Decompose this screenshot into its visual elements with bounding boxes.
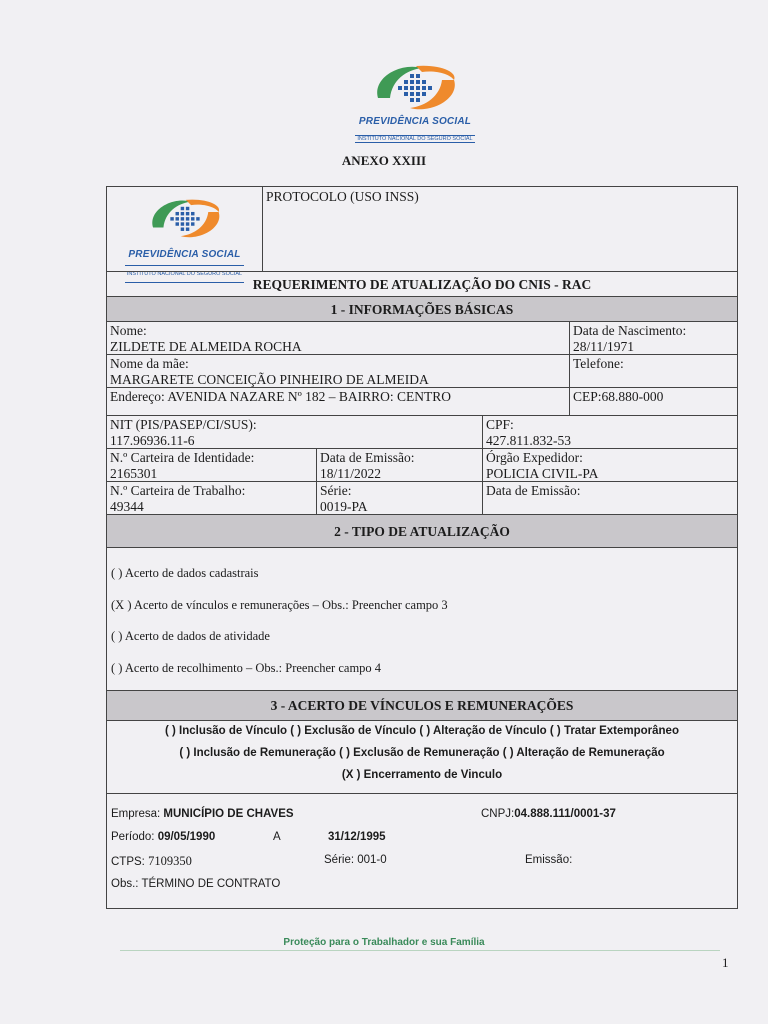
form-logo (107, 187, 262, 277)
row-mae (107, 354, 737, 387)
periodo-sep: A (273, 831, 281, 843)
remuneracao-options[interactable]: ( ) Inclusão de Remuneração ( ) Exclusão de Remuneração ( ) Alteração de Remuneração (179, 747, 665, 759)
row-nit (107, 415, 737, 448)
section3-details (107, 793, 737, 909)
previdencia-logo-icon (370, 58, 460, 116)
identidade-label: N.º Carteira de Identidade: (110, 450, 255, 465)
serie-label: Série: (320, 483, 352, 498)
top-logo (340, 58, 490, 145)
encerramento-option[interactable]: (X ) Encerramento de Vinculo (341, 769, 503, 781)
section2-title: 2 - TIPO DE ATUALIZAÇÃO (107, 514, 737, 547)
row-endereco (107, 387, 737, 415)
nome-label: Nome: (110, 323, 147, 338)
brand-name: PREVIDÊNCIA SOCIAL (128, 249, 241, 260)
trabalho-value: 49344 (110, 499, 144, 514)
previdencia-logo-icon (140, 193, 230, 243)
periodo-fim: 31/12/1995 (328, 831, 386, 843)
cep: CEP:68.880-000 (569, 388, 737, 415)
periodo-label: Período: (111, 831, 155, 843)
ctps-label: CTPS: (111, 856, 145, 868)
section3-options (107, 720, 737, 793)
mae-label: Nome da mãe: (110, 356, 189, 371)
row-trabalho (107, 481, 737, 514)
header-row (107, 187, 737, 277)
nome-value: ZILDETE DE ALMEIDA ROCHA (110, 339, 302, 354)
empresa-value: MUNICÍPIO DE CHAVES (163, 808, 294, 820)
telefone-label: Telefone: (573, 356, 624, 371)
option-dados-cadastrais[interactable]: ( ) Acerto de dados cadastrais (111, 566, 259, 580)
brand-name: PREVIDÊNCIA SOCIAL (358, 116, 472, 127)
nit-label: NIT (PIS/PASEP/CI/SUS): (110, 417, 257, 432)
nit-value: 117.96936.11-6 (110, 433, 195, 448)
nascimento-label: Data de Nascimento: (573, 323, 687, 338)
cpf-value: 427.811.832-53 (486, 433, 571, 448)
cpf-label: CPF: (486, 417, 514, 432)
option-dados-atividade[interactable]: ( ) Acerto de dados de atividade (111, 629, 270, 643)
section1-title: 1 - INFORMAÇÕES BÁSICAS (107, 296, 737, 321)
orgao-value: POLICIA CIVIL-PA (486, 466, 599, 481)
brand-subtitle: INSTITUTO NACIONAL DO SEGURO SOCIAL (125, 265, 244, 283)
ctps-value: 7109350 (148, 854, 192, 868)
protocol-label: PROTOCOLO (USO INSS) (262, 187, 737, 271)
serie-ctps: Série: 001-0 (324, 854, 387, 866)
endereco: Endereço: AVENIDA NAZARE Nº 182 – BAIRRO: CENTRO (110, 389, 452, 404)
trabalho-label: N.º Carteira de Trabalho: (110, 483, 246, 498)
obs: Obs.: TÉRMINO DE CONTRATO (111, 878, 281, 890)
brand-subtitle: INSTITUTO NACIONAL DO SEGURO SOCIAL (357, 136, 473, 142)
page-number: 1 (722, 955, 729, 970)
emissao-ctps: Emissão: (525, 854, 573, 866)
annex-title: ANEXO XXIII (341, 153, 427, 168)
identidade-value: 2165301 (110, 466, 158, 481)
cnpj-value: 04.888.111/0001-37 (514, 808, 616, 820)
row-identidade (107, 448, 737, 481)
periodo-inicio: 09/05/1990 (157, 831, 216, 843)
footer-divider (120, 950, 720, 951)
section3-title: 3 - ACERTO DE VÍNCULOS E REMUNERAÇÕES (107, 690, 737, 720)
emissao-label: Data de Emissão: (320, 450, 415, 465)
orgao-label: Órgão Expedidor: (486, 450, 583, 465)
footer-tagline: Proteção para o Trabalhador e sua Família (283, 937, 485, 948)
serie-value: 0019-PA (320, 499, 368, 514)
option-vinculos-remuneracoes[interactable]: (X ) Acerto de vínculos e remunerações – Obs.: Preencher campo 3 (111, 598, 448, 612)
mae-value: MARGARETE CONCEIÇÃO PINHEIRO DE ALMEIDA (110, 372, 429, 387)
cnpj-label: CNPJ: (481, 808, 515, 820)
vinculo-options[interactable]: ( ) Inclusão de Vínculo ( ) Exclusão de Vínculo ( ) Alteração de Vínculo ( ) Tratar Extemporâneo (165, 725, 679, 737)
section2-options (107, 547, 737, 690)
emissao2-label: Data de Emissão: (486, 483, 581, 498)
emissao-value: 18/11/2022 (320, 466, 382, 481)
empresa-label: Empresa: (111, 808, 161, 820)
option-recolhimento[interactable]: ( ) Acerto de recolhimento – Obs.: Preencher campo 4 (111, 661, 382, 675)
form-frame (106, 186, 738, 909)
form-title: REQUERIMENTO DE ATUALIZAÇÃO DO CNIS - RAC (107, 271, 737, 296)
nascimento-value: 28/11/1971 (573, 339, 635, 354)
row-nome (107, 321, 737, 354)
